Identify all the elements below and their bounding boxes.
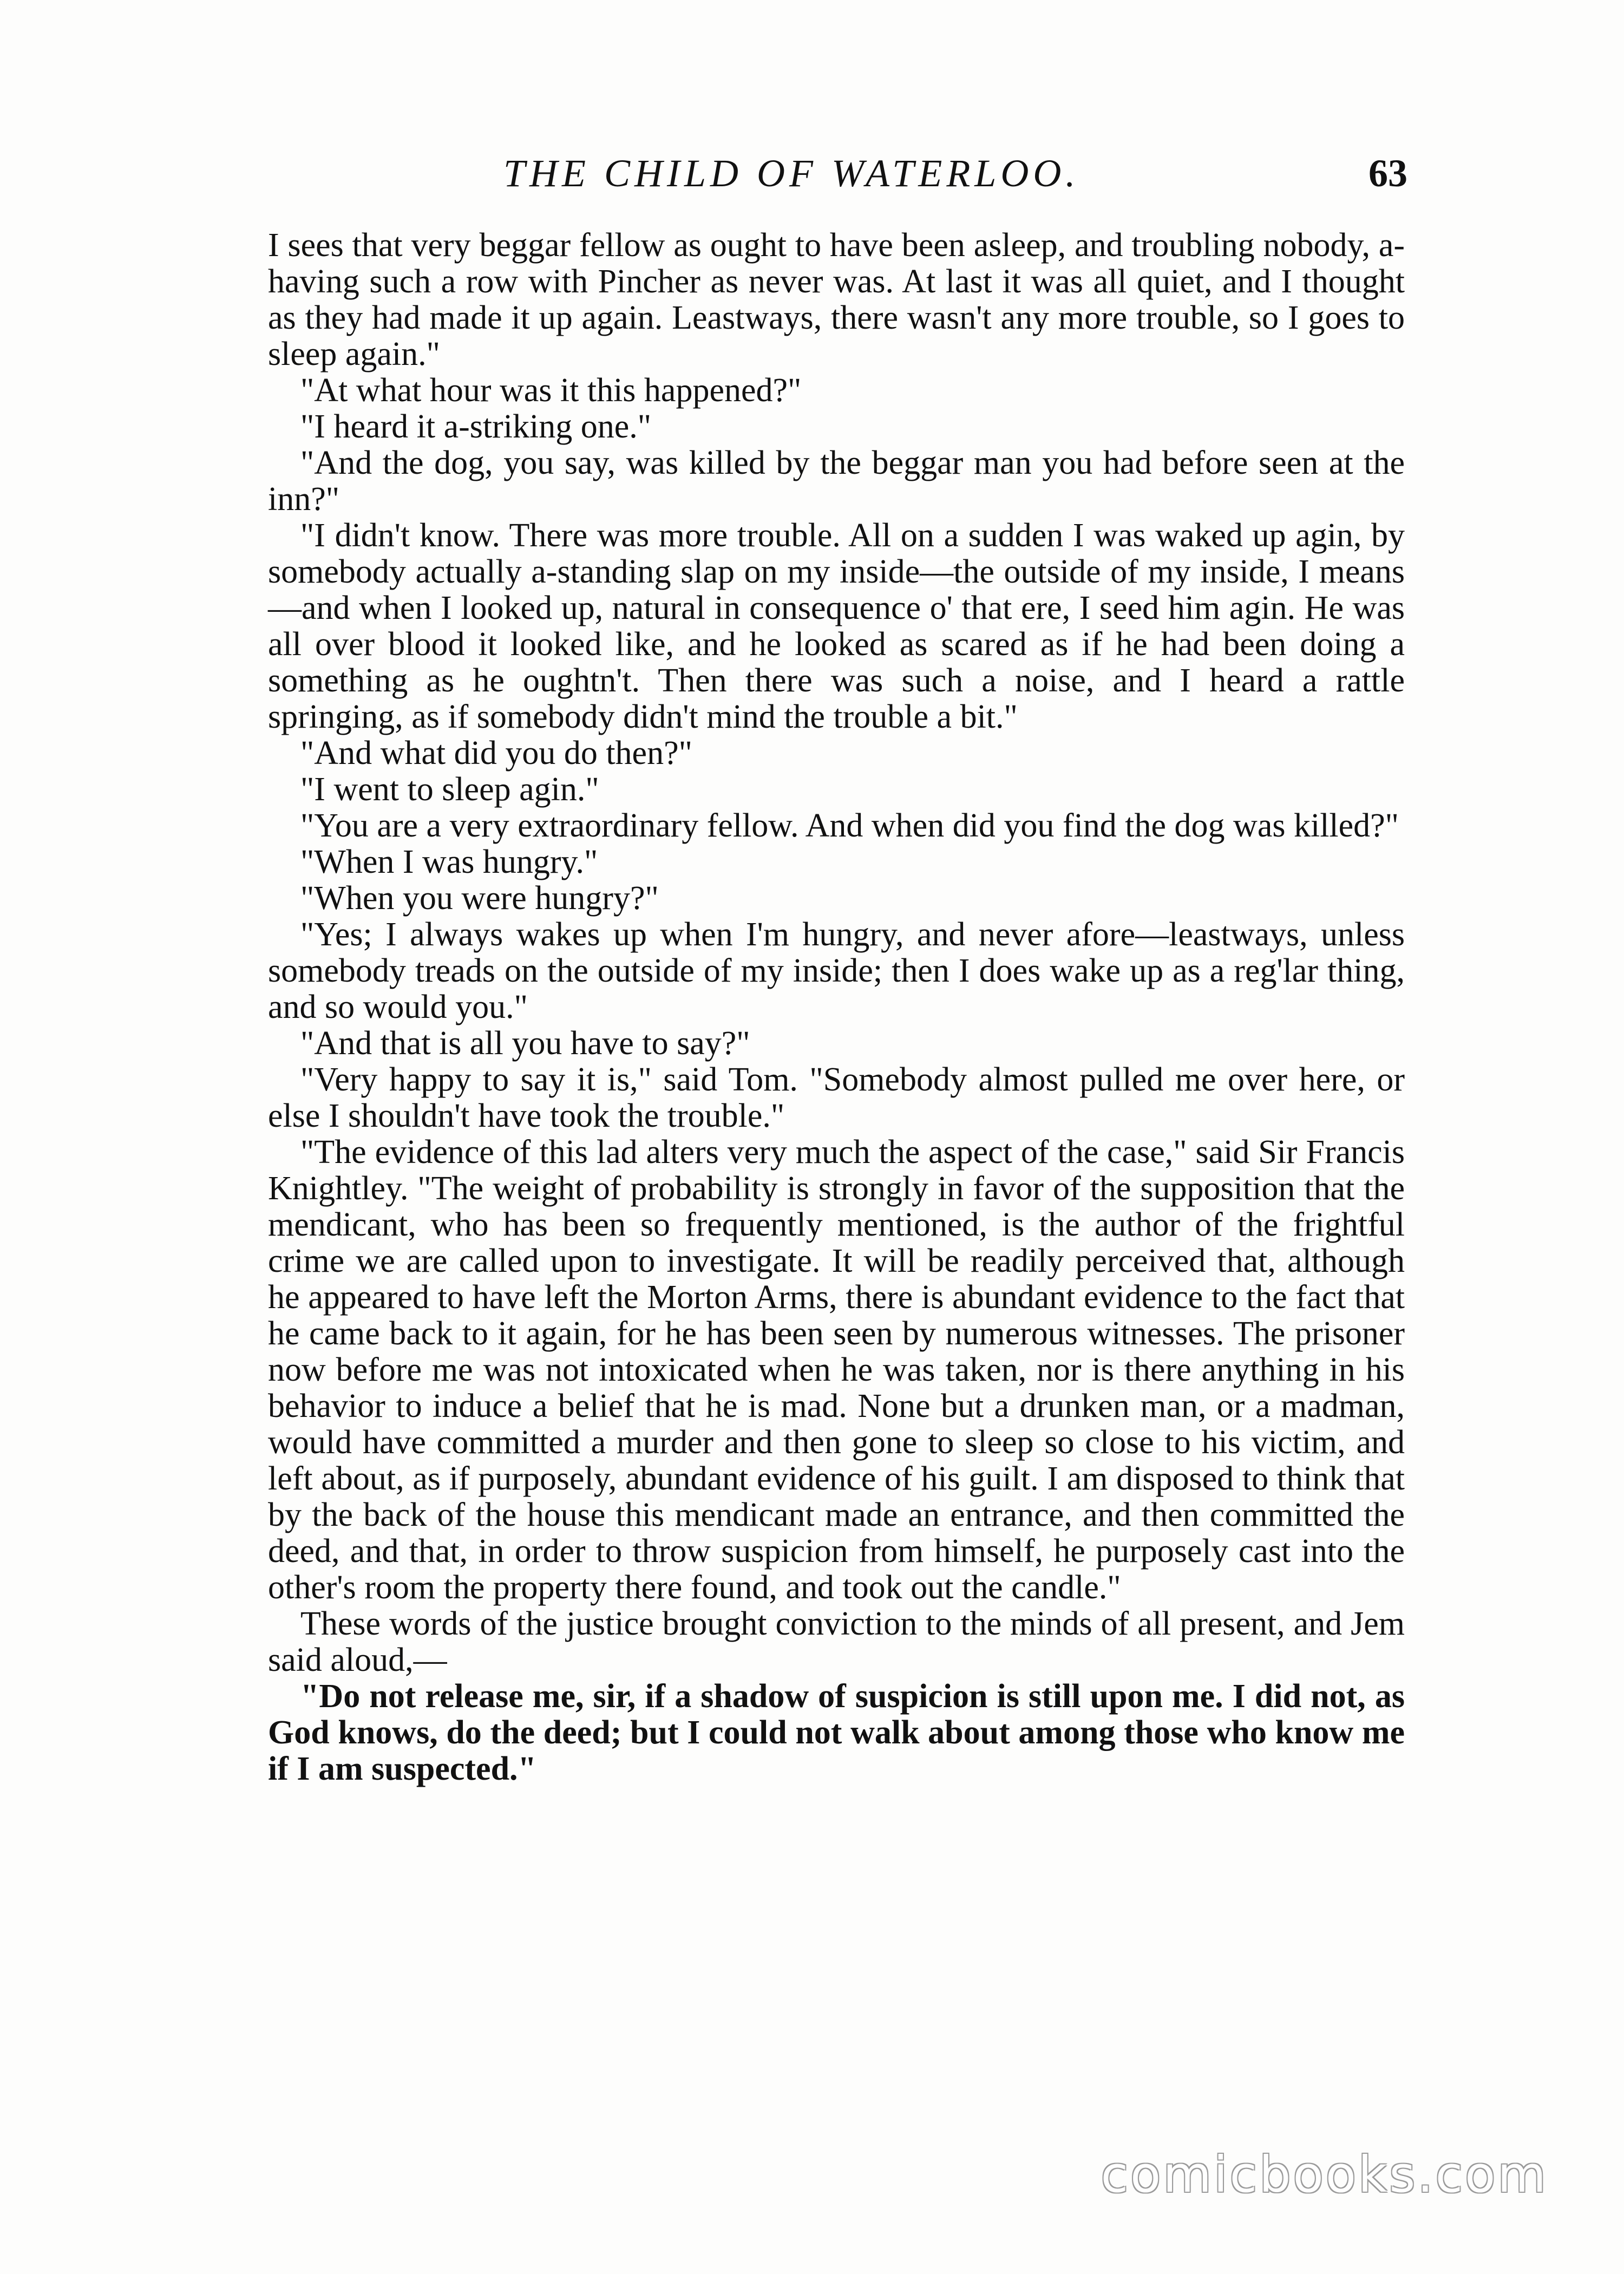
paragraph: "When you were hungry?" <box>300 880 659 917</box>
paragraph: "Do not release me, sir, if a shadow of suspicion is still upon me. I did not, as God knows, do the deed; but I could not walk about among those who know me if I am suspected." <box>268 1678 1405 1787</box>
paragraph: "I heard it a-striking one." <box>300 408 652 445</box>
paragraph: "At what hour was it this happened?" <box>300 372 802 409</box>
paragraph: "Yes; I always wakes up when I'm hungry, and never afore—leastways, unless somebody treads on the outside of my inside; then I does wake up as a reg'lar thing, and so would you." <box>268 916 1405 1025</box>
paragraph: "I went to sleep agin." <box>300 771 599 808</box>
paragraph: "And the dog, you say, was killed by the beggar man you had before seen at the inn?" <box>268 445 1405 518</box>
running-title: THE CHILD OF WATERLOO. <box>503 152 1080 195</box>
paragraph: "Very happy to say it is," said Tom. "Somebody almost pulled me over here, or else I shouldn't have took the trouble." <box>268 1061 1405 1134</box>
paragraph: I sees that very beggar fellow as ought to have been asleep, and troubling nobody, a-having such a row with Pincher as never was. At last it was all quiet, and I thought as they had made it up again. Leastways, there wasn't any more trouble, so I goes to sleep again." <box>268 227 1405 373</box>
paragraph: "When I was hungry." <box>300 844 598 880</box>
paragraph: "I didn't know. There was more trouble. All on a sudden I was waked up agin, by somebody actually a-standing slap on my inside—the outside of my inside, I means—and when I looked up, natural in consequence o' that ere, I seed him agin. He was all over blood it looked like, and he looked as scared as if he had been doing a something as he oughtn't. Then there was such a noise, and I heard a rattle springing, as if somebody didn't mind the trouble a bit." <box>268 517 1405 735</box>
paragraph: "And that is all you have to say?" <box>300 1025 750 1062</box>
paragraph: "And what did you do then?" <box>300 735 692 772</box>
paragraph: "The evidence of this lad alters very much the aspect of the case," said Sir Francis Knightley. "The weight of probability is strongly in favor of the supposition that the mendicant, who has been so frequently mentioned, is the author of the frightful crime we are called upon to investigate. It will be readily perceived that, although he appeared to have left the Morton Arms, there is abundant evidence to the fact that he came back to it again, for he has been seen by numerous witnesses. The prisoner now before me was not intoxicated when he was taken, nor is there anything in his behavior to induce a belief that he is mad. None but a drunken man, or a madman, would have committed a murder and then gone to sleep so close to his victim, and left about, as if purposely, abundant evidence of his guilt. I am disposed to think that by the back of the house this mendicant made an entrance, and then committed the deed, and that, in order to throw suspicion from himself, he purposely cast into the other's room the property there found, and took out the candle." <box>268 1134 1405 1606</box>
paragraph: These words of the justice brought conviction to the minds of all present, and Jem said aloud,— <box>268 1605 1405 1678</box>
body-text <box>268 227 1405 2122</box>
site-watermark: comicbooks.com <box>1101 2146 1548 2204</box>
running-head <box>271 146 1407 206</box>
page-number: 63 <box>1368 152 1407 195</box>
paragraph: "You are a very extraordinary fellow. And when did you find the dog was killed?" <box>300 807 1399 844</box>
